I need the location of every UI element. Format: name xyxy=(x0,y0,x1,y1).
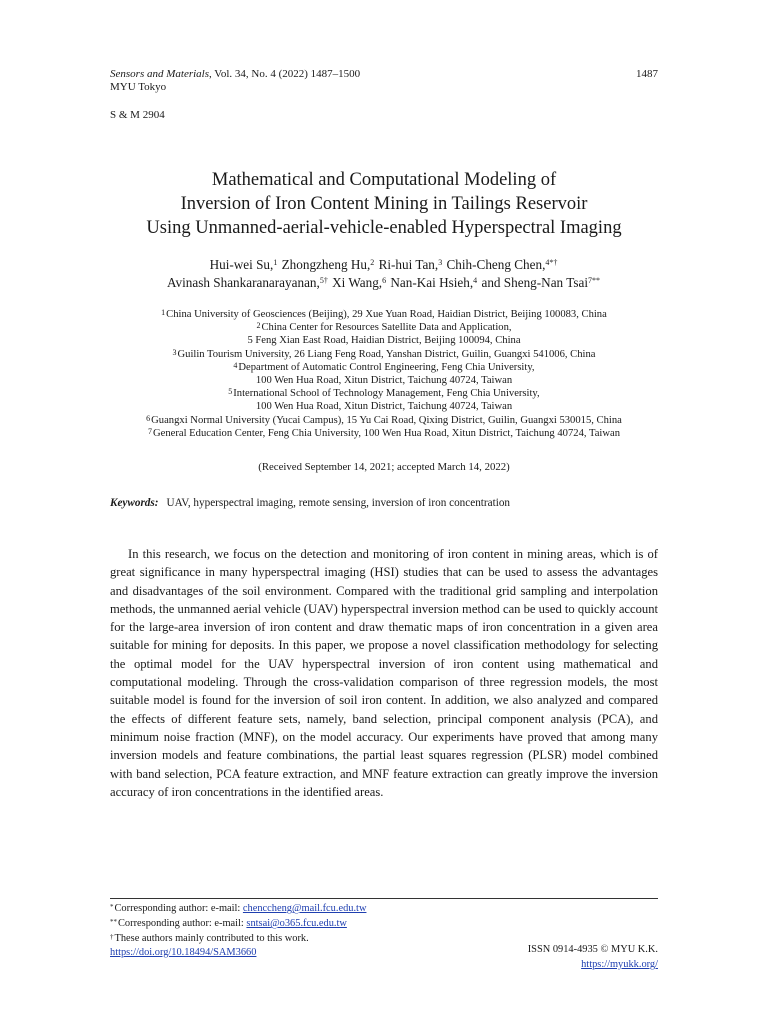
email-link[interactable]: chenccheng@mail.fcu.edu.tw xyxy=(242,903,367,914)
publisher-url-line xyxy=(581,957,658,972)
footnote-corresponding-2 xyxy=(110,916,347,931)
affiliations xyxy=(60,308,708,440)
keywords-label: Keywords: xyxy=(110,497,159,509)
author-line xyxy=(60,256,708,274)
issn: ISSN 0914-4935 © MYU K.K. xyxy=(527,944,658,955)
affiliation-mark: 2 xyxy=(256,321,261,331)
footnote-mark: ** xyxy=(110,918,117,926)
affiliation-text: 5 Feng Xian East Road, Haidian District, Beijing 100094, China xyxy=(247,335,521,347)
affiliation-line xyxy=(60,374,708,387)
abstract xyxy=(110,545,658,801)
affiliation-text: Guilin Tourism University, 26 Liang Feng Road, Yanshan District, Guilin, Guangxi 541006, China xyxy=(177,348,596,360)
affiliation-text: Department of Automatic Control Engineering, Feng Chia University, xyxy=(238,361,535,373)
author-name: Xi Wang, xyxy=(332,275,383,290)
author-list xyxy=(60,256,708,292)
author-mark: 4 xyxy=(473,276,478,285)
footnote-label: Corresponding author: e-mail: xyxy=(118,918,247,929)
affiliation-text: 100 Wen Hua Road, Xitun District, Taichung 40724, Taiwan xyxy=(255,401,513,413)
author-mark: 4*† xyxy=(545,258,558,267)
page-number: 1487 xyxy=(636,68,658,80)
author-line xyxy=(60,274,708,292)
author-name: Avinash Shankaranarayanan, xyxy=(167,275,320,290)
publisher-link[interactable]: https://myukk.org/ xyxy=(581,959,658,970)
article-code: S & M 2904 xyxy=(110,109,165,121)
author-mark: 3 xyxy=(438,258,443,267)
author-mark: 1 xyxy=(273,258,278,267)
title-line: Mathematical and Computational Modeling of xyxy=(211,170,557,190)
affiliation-line xyxy=(60,414,708,427)
footnote-text: These authors mainly contributed to this work. xyxy=(114,933,309,944)
affiliation-line xyxy=(60,427,708,440)
author-name: Nan-Kai Hsieh, xyxy=(390,275,474,290)
affiliation-text: China Center for Resources Satellite Data and Application, xyxy=(261,322,512,334)
author-mark: 2 xyxy=(370,258,375,267)
footnote-mark: * xyxy=(110,903,114,911)
affiliation-mark: 5 xyxy=(228,387,233,397)
affiliation-text: General Education Center, Feng Chia University, 100 Wen Hua Road, Xitun District, Taichung 40724, Taiwan xyxy=(153,427,620,439)
received-dates: (Received September 14, 2021; accepted March 14, 2022) xyxy=(258,461,510,473)
author-mark: 5† xyxy=(319,276,328,285)
author-mark: 7** xyxy=(587,276,600,285)
author-name: Hui-wei Su, xyxy=(209,257,274,272)
doi-line xyxy=(110,945,256,960)
affiliation-text: 100 Wen Hua Road, Xitun District, Taichung 40724, Taiwan xyxy=(255,375,513,387)
journal-citation xyxy=(110,67,360,81)
author-name: and Sheng-Nan Tsai xyxy=(481,275,588,290)
volume-info: , Vol. 34, No. 4 (2022) 1487–1500 xyxy=(209,68,361,80)
footnote-label: Corresponding author: e-mail: xyxy=(114,903,243,914)
journal-name: Sensors and Materials xyxy=(110,68,209,80)
author-mark: 6 xyxy=(382,276,387,285)
affiliation-line xyxy=(60,334,708,347)
email-link[interactable]: sntsai@o365.fcu.edu.tw xyxy=(246,918,347,929)
affiliation-line xyxy=(60,308,708,321)
paper-title xyxy=(60,168,708,240)
affiliation-line xyxy=(60,361,708,374)
footnote-corresponding-1 xyxy=(110,901,366,916)
affiliation-mark: 7 xyxy=(148,426,152,436)
affiliation-mark: 6 xyxy=(146,413,151,423)
affiliation-mark: 3 xyxy=(172,347,177,357)
abstract-text: In this research, we focus on the detection and monitoring of iron content in mining areas, which is of great significance in many hyperspectral imaging (HSI) studies that can be used to assess the advantages and disadvantages of the soil environment. Compared with the traditional grid sampling and interpolation methods, the unmanned aerial vehicle (UAV) hyperspectral inversion method can be used to quickly account for the large-area inversion of iron content and draw thematic maps of iron concentration in a given area suitable for mining for deposits. In this paper, we propose a novel classification methodology for selecting the optimal model for the UAV hyperspectral inversion of iron content using mathematical and computational modeling. Through the cross-validation comparison of three regression models, the most suitable model is found for the inversion of soil iron content. In addition, we also analyzed and compared the effects of different feature sets, namely, band selection, principal component analysis (PCA), and minimum noise fraction (MNF), on the model accuracy. Our experiments have proved that among many inversion models and feature combinations, the partial least squares regression (PLSR) model combined with band selection, PCA feature extraction, and MNF feature extraction can greatly improve the inversion accuracy of iron concentrations in the identified areas. xyxy=(110,547,658,799)
affiliation-mark: 1 xyxy=(161,308,166,317)
footnote-divider xyxy=(110,898,658,899)
affiliation-mark: 4 xyxy=(233,360,238,370)
keywords xyxy=(110,497,510,509)
affiliation-line xyxy=(60,400,708,413)
affiliation-line xyxy=(60,348,708,361)
affiliation-line xyxy=(60,321,708,334)
author-name: Chih-Cheng Chen, xyxy=(446,257,546,272)
affiliation-line xyxy=(60,387,708,400)
author-name: Ri-hui Tan, xyxy=(378,257,439,272)
keywords-text: UAV, hyperspectral imaging, remote sensing, inversion of iron concentration xyxy=(166,497,511,509)
footnote-mark: † xyxy=(110,933,114,941)
author-name: Zhongzheng Hu, xyxy=(281,257,371,272)
title-line: Using Unmanned-aerial-vehicle-enabled Hyperspectral Imaging xyxy=(146,218,622,238)
title-line: Inversion of Iron Content Mining in Tailings Reservoir xyxy=(180,194,588,214)
doi-link[interactable]: https://doi.org/10.18494/SAM3660 xyxy=(110,947,257,958)
publisher: MYU Tokyo xyxy=(110,81,167,93)
affiliation-text: Guangxi Normal University (Yucai Campus), 15 Yu Cai Road, Qixing District, Guilin, Guangxi 530015, China xyxy=(151,414,622,426)
footnote-equal-contribution xyxy=(110,931,309,946)
affiliation-text: International School of Technology Management, Feng Chia University, xyxy=(233,388,540,400)
affiliation-text: China University of Geosciences (Beijing), 29 Xue Yuan Road, Haidian District, Beijing 100083, China xyxy=(166,309,607,320)
